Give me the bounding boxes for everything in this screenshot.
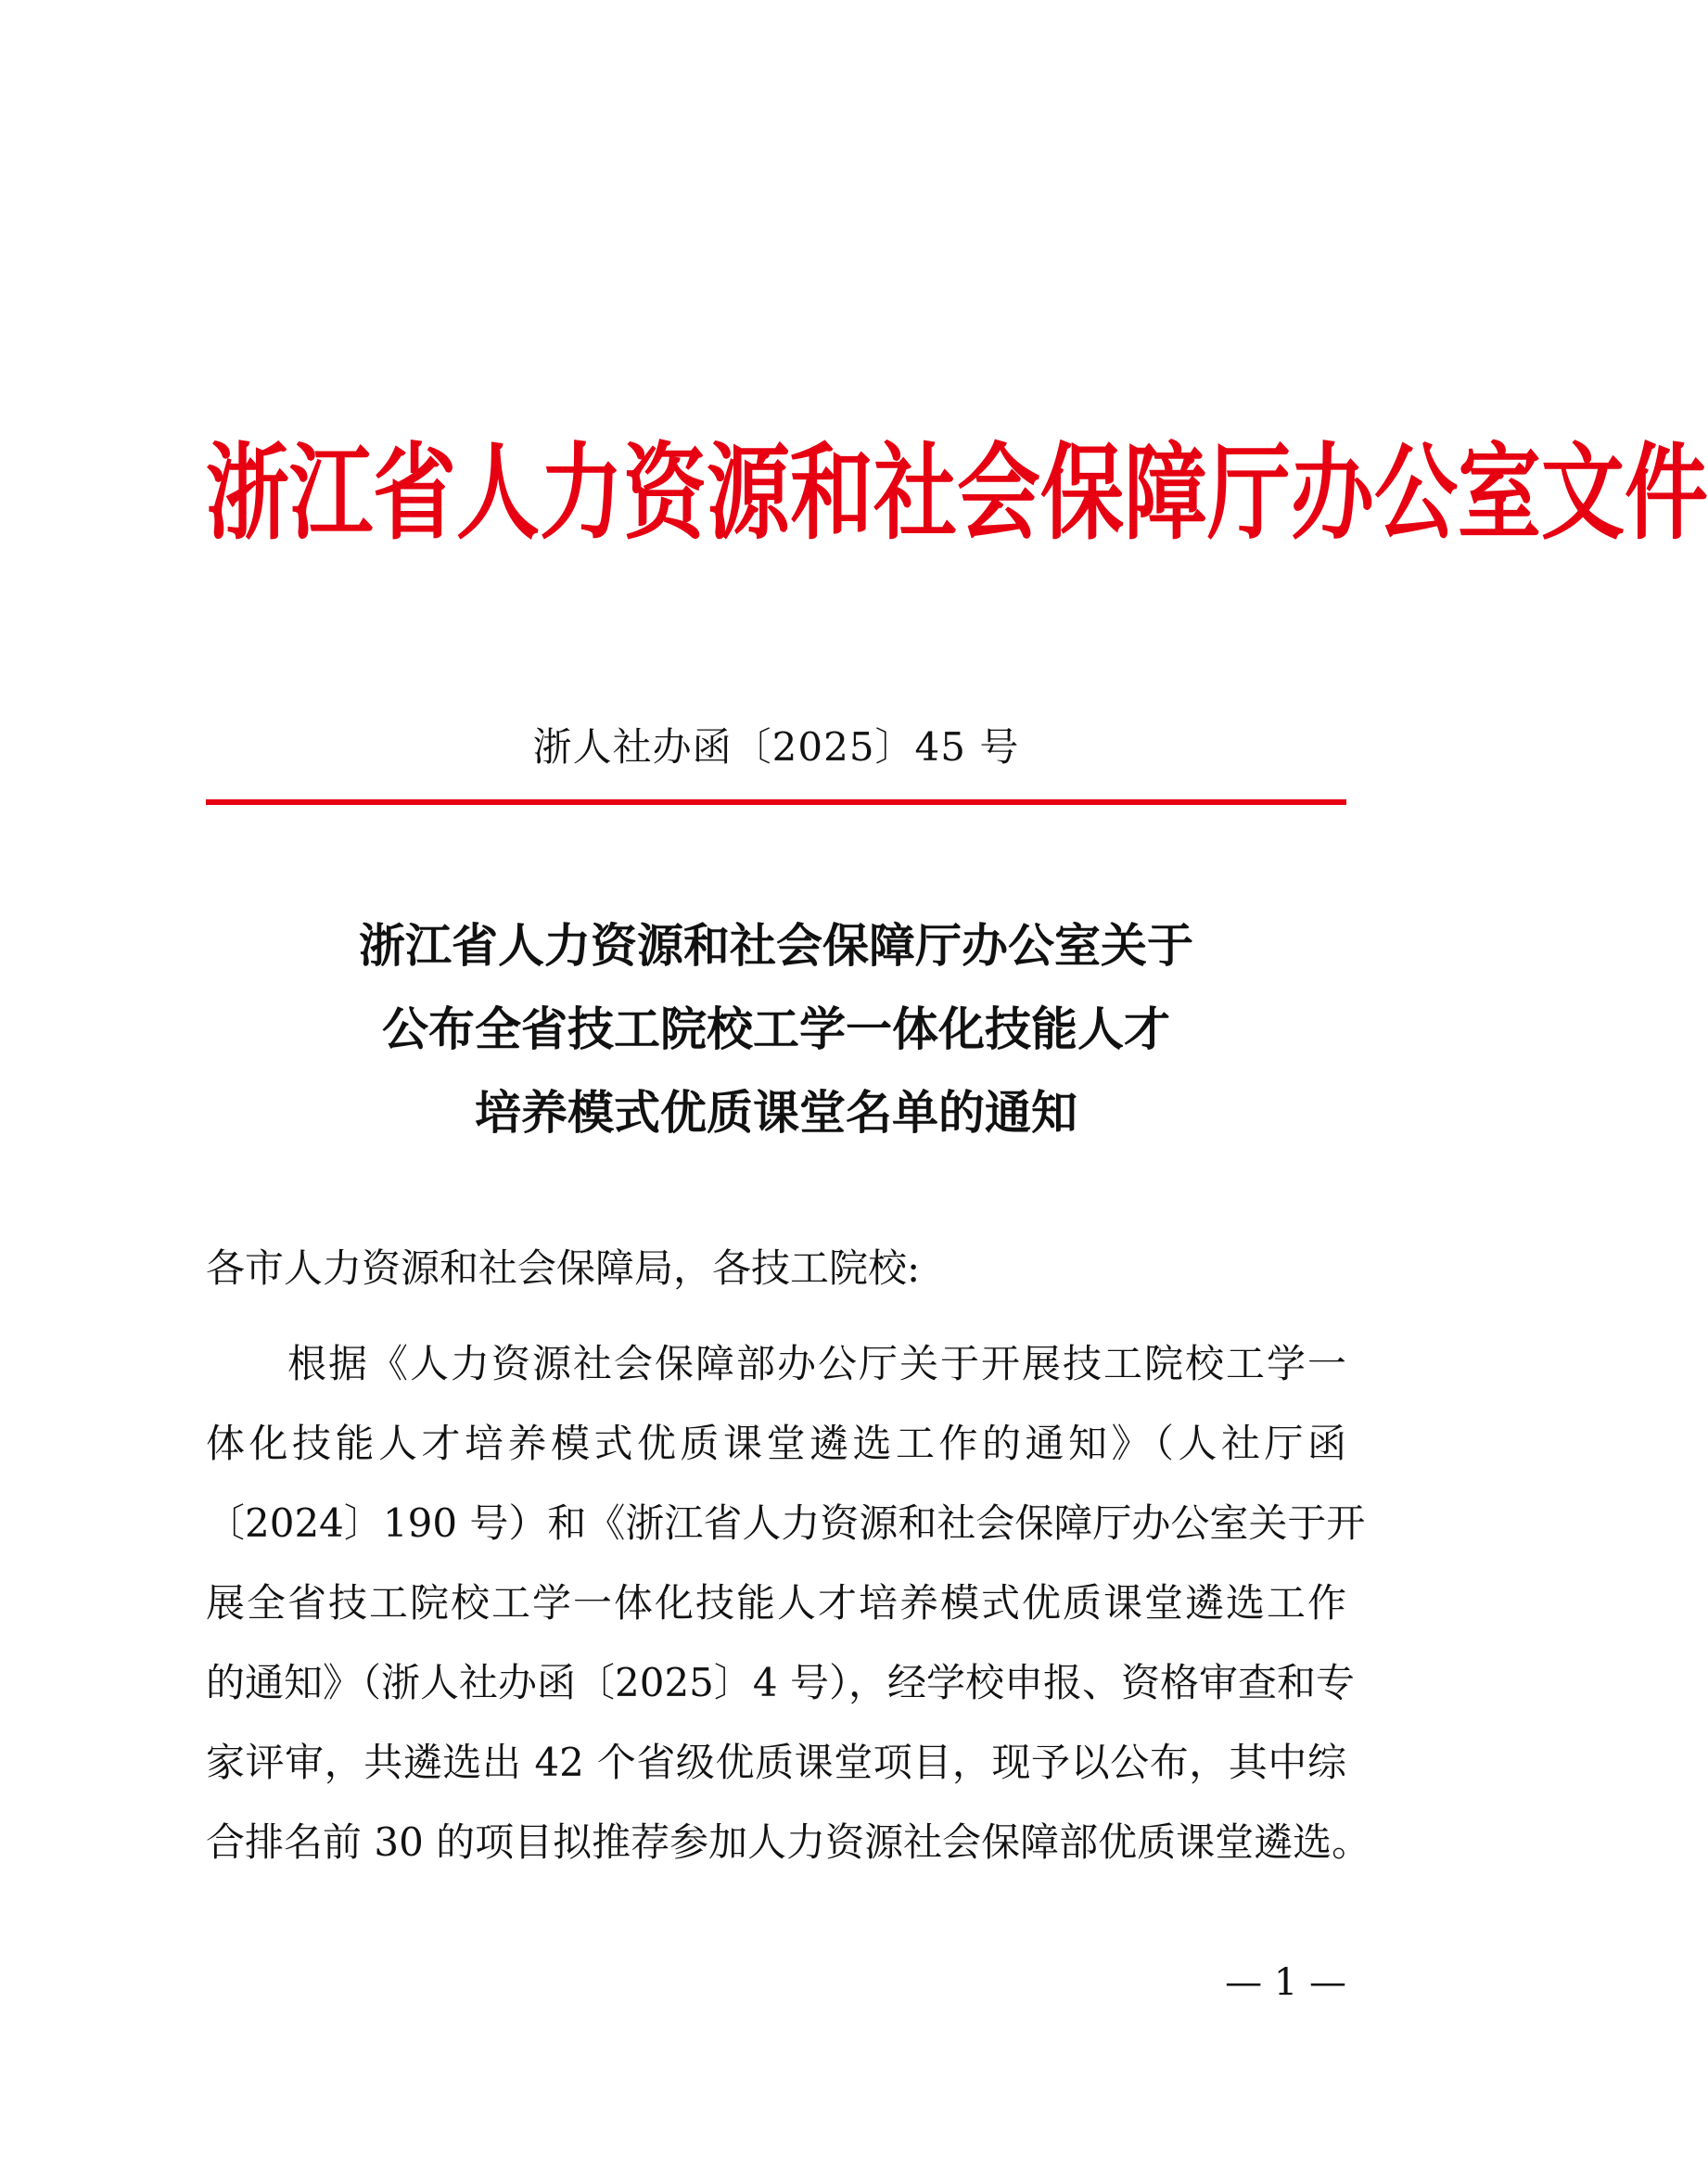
body-paragraph	[206, 1324, 1371, 1882]
body-line-3: 〔2024〕190 号）和《浙江省人力资源和社会保障厅办公室关于开	[206, 1500, 1366, 1546]
title-line-2: 公布全省技工院校工学一体化技能人才	[382, 1002, 1170, 1056]
red-divider-line	[206, 799, 1346, 805]
body-line-2: 体化技能人才培养模式优质课堂遴选工作的通知》（人社厅函	[206, 1421, 1346, 1466]
body-line-7: 合排名前 30 的项目拟推荐参加人力资源社会保障部优质课堂遴选。	[206, 1819, 1371, 1865]
body-line-1: 根据《人力资源社会保障部办公厅关于开展技工院校工学一	[206, 1341, 1346, 1386]
document-title	[206, 904, 1346, 1155]
salutation: 各市人力资源和社会保障局，各技工院校:	[206, 1245, 921, 1291]
document-number: 浙人社办函〔2025〕45 号	[532, 724, 1020, 770]
document-masthead: 浙江省人力资源和社会保障厅办公室文件	[206, 432, 1708, 555]
page-number: — 1 —	[1225, 1961, 1346, 2004]
title-line-3: 培养模式优质课堂名单的通知	[475, 1086, 1077, 1140]
body-line-4: 展全省技工院校工学一体化技能人才培养模式优质课堂遴选工作	[206, 1580, 1346, 1626]
body-line-5: 的通知》（浙人社办函〔2025〕4 号），经学校申报、资格审查和专	[206, 1660, 1355, 1705]
body-line-6: 家评审，共遴选出 42 个省级优质课堂项目，现予以公布，其中综	[206, 1740, 1346, 1785]
title-line-1: 浙江省人力资源和社会保障厅办公室关于	[359, 919, 1193, 973]
